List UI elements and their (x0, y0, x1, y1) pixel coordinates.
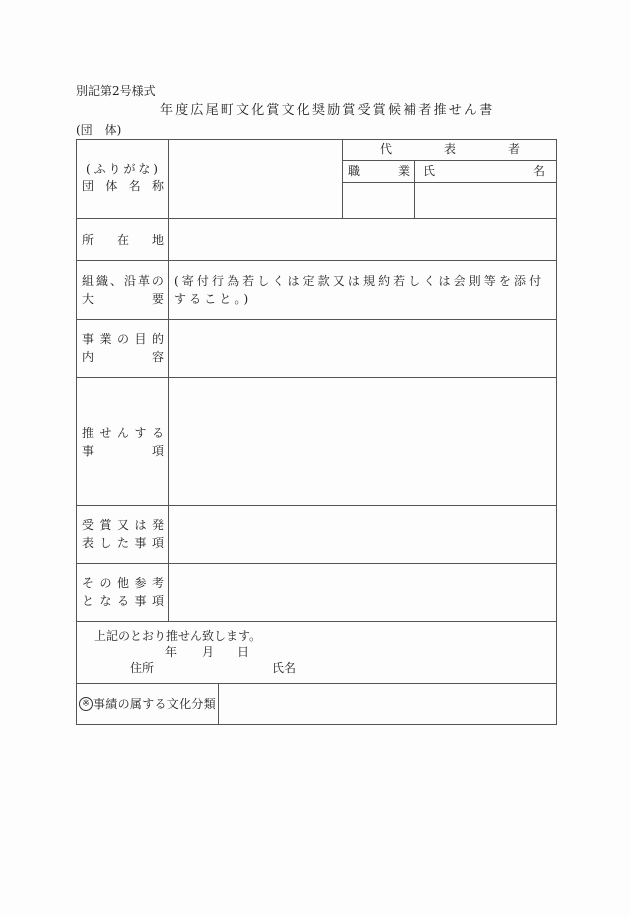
rep-name-field[interactable] (416, 184, 555, 217)
label-column-divider (168, 139, 169, 621)
other-label: そ の 他 参 考 と な る 事 項 (82, 576, 164, 608)
recommendation-label: 推 せ ん す る 事 項 (82, 426, 164, 458)
occupation-label: 職 業 (348, 164, 410, 178)
date-month-label: 月 (202, 645, 215, 659)
declaration-text: 上記のとおり推せん致します。 (94, 629, 262, 643)
recommendation-field[interactable] (170, 379, 555, 504)
address-field[interactable] (170, 220, 555, 259)
awards-label: 受 賞 又 は 発 表 し た 事 項 (82, 518, 164, 550)
row-line (76, 505, 557, 506)
form-number: 別記第2号様式 (76, 84, 156, 98)
row-line (76, 377, 557, 378)
category-label: (団 体) (76, 123, 122, 137)
group-name-field[interactable] (170, 141, 341, 217)
group-name-title: 団 体 名 称 (82, 179, 164, 193)
culture-category-field[interactable] (220, 685, 555, 723)
furigana-label: ( ふ り が な ) (86, 162, 158, 176)
row-line (76, 260, 557, 261)
culture-category-label: ※ 事績の属する文化分類 (79, 697, 216, 711)
representative-header: 代 表 者 (380, 142, 520, 156)
rep-header-line (342, 160, 556, 161)
note-mark-icon: ※ (79, 697, 93, 711)
awards-field[interactable] (170, 507, 555, 562)
culture-category-divider (218, 683, 219, 724)
row-line (76, 563, 557, 564)
table-border-top (76, 139, 557, 140)
purpose-field[interactable] (170, 321, 555, 376)
row-line (76, 683, 557, 684)
organization-label: 組 織 、 沿 革 の 大 要 (82, 274, 164, 306)
group-name-label (86, 160, 158, 178)
date-day-label: 日 (237, 645, 250, 659)
date-year-label: 年 (165, 645, 178, 659)
row-line (76, 319, 557, 320)
rep-inner-divider (414, 160, 415, 218)
rep-section-divider (342, 139, 343, 218)
page-title: 年度広尾町文化賞文化奨励賞受賞候補者推せん書 (160, 103, 495, 118)
table-border-right (556, 139, 557, 725)
purpose-label: 事 業 の 目 的 内 容 (82, 332, 164, 364)
address-label: 所 在 地 (82, 233, 164, 247)
table-border-bottom (76, 724, 557, 725)
row-line (76, 621, 557, 622)
other-field[interactable] (170, 565, 555, 620)
row-line (76, 218, 557, 219)
rep-label-line (342, 182, 556, 183)
rep-name-label: 氏 名 (423, 164, 545, 178)
table-border-left (76, 139, 77, 725)
occupation-field[interactable] (344, 184, 413, 217)
organization-note[interactable]: (寄付行為若しくは定款又は規約若しくは会則等を添付すること。) (174, 274, 545, 306)
declarant-address-label: 住所 (130, 661, 155, 675)
declarant-name-label: 氏名 (272, 661, 297, 675)
